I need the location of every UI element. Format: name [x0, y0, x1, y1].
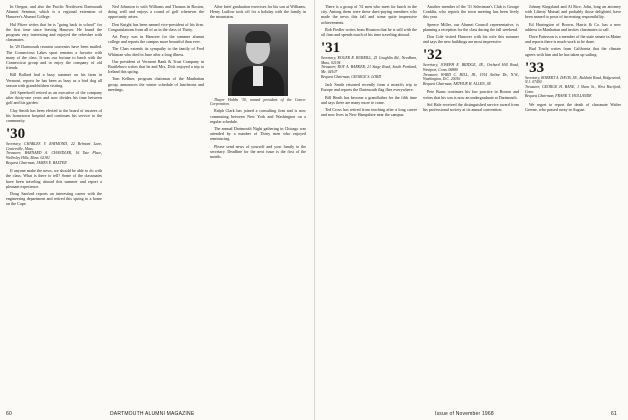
- portrait-photo: [228, 24, 288, 96]
- class-number: '31: [321, 40, 341, 57]
- page-number-left: 60: [6, 411, 12, 417]
- paragraph: We regret to report the death of classmate Walter Greene, who passed away in August.: [525, 101, 621, 112]
- paragraph: There is a group of '31 men who meet for lunch in the city. Among them were these dues-paying members who made the news this fall and some quite impressive achievements.: [321, 4, 417, 25]
- paragraph: Bill Bullard had a busy summer on his farm in Vermont, reports he has been as busy as a bird dog all season with grandchildren visiting.: [6, 72, 102, 88]
- paragraph: Art Perry was in Hanover for the summer alumni college and reports the campus more beautiful than ever.: [108, 34, 204, 45]
- paragraph: Clay Smith has been elected to the board of trustees of his hometown hospital and continues his service to the community.: [6, 107, 102, 124]
- paragraph: Bud Towle writes from California that the climate agrees with him and he has taken up sailing.: [525, 46, 621, 57]
- paragraph: Please send news of yourself and your family to the secretary. Deadline for the next issue is the first of the month.: [210, 143, 306, 160]
- paragraph: Jeff Speedwell retired as an executive of the company after thirty-one years and now divides his time between golf and his garden.: [6, 90, 102, 106]
- paragraph: In '29 Dartmouth reunion souvenirs have been mailed. The Connecticut Lakes sport remains a favorite with many of the class. It was our fortune to lunch with the Connecticut group and to enjoy the company of old friends.: [6, 44, 102, 71]
- bequest-chairman: Bequest Chairman, ARTHUR H. ALLEN, JR.: [423, 81, 492, 86]
- paragraph: Ed Harrington of Brown, Harris & Co. has a new address in Manhattan and invites classmates to call.: [525, 21, 621, 32]
- right-column-3: [525, 4, 621, 114]
- portrait-hair: [245, 31, 271, 43]
- paragraph: Our president of Vermont Bank & Trust Company in Brattleboro writes that he and Mrs. Dick enjoyed a trip to Ireland this spring.: [108, 58, 204, 75]
- paragraph: Dave Patterson is a member of the state senate in Maine and reports there is much work to be done.: [525, 34, 621, 45]
- paragraph: Ned Johnston is with Williams and Thomas in Boston, doing well and enjoys a round of golf whenever the opportunity arises.: [108, 4, 204, 20]
- paragraph: Hal Pfizer writes that he is "going back to school" for the first time since leaving Hanover. He found the program very interesting and enjoyed the refresher with classmates.: [6, 21, 102, 43]
- class-treasurer: Treasurer, BARNARD A. CHANDLER, 16 Tate Place, Wellesley Hills, Mass. 02181: [6, 151, 102, 161]
- paragraph: Sid Hale received the distinguished service award from his professional society at its annual convention.: [423, 101, 519, 112]
- paragraph: Pete Burns continues his law practice in Boston and writes that his son is now an undergraduate at Dartmouth.: [423, 89, 519, 100]
- paragraph: Johnny Kingsland and Al Rice, John, long an attorney with Liberty Mutual and probably those delighted, have been named to posts of increasing responsibility.: [525, 4, 621, 20]
- paragraph: Spence Miller, our Alumni Council representative, is planning a reception for the class during the fall weekend.: [423, 21, 519, 32]
- paragraph: If anyone make the news, we should be able to do with the class. What is there to tell? Some of the classmates have been traveling abroad this summer and report a pleasant experience.: [6, 168, 102, 189]
- class-number: '33: [525, 59, 545, 76]
- right-column-2: [423, 4, 519, 114]
- class-heading-1933: [525, 61, 621, 99]
- portrait-shirt: [253, 66, 263, 86]
- left-column-1: [6, 4, 102, 209]
- class-heading-1930: [6, 127, 102, 165]
- class-secretary: Secretary, ROGER R. BURRILL, 25 Coughlin Rd., Needham, Mass. 02194: [321, 56, 417, 65]
- right-page: [314, 0, 628, 420]
- paragraph: Don Knight has been named vice-president of his firm. Congratulations from all of us in the class of Thirty.: [108, 21, 204, 32]
- class-secretary: Secretary, ROBERT A. DAVIS, JR., Baldwin Road, Ridgewood, N.J. 07450: [525, 75, 621, 85]
- paragraph: Bob Fiedler writes from Houston that he is still with the oil firm and spends much of his time traveling abroad.: [321, 26, 417, 38]
- paragraph: The Class extends its sympathy to the family of Fred Whitman who died in June after a long illness.: [108, 46, 204, 57]
- paragraph: After brief graduation exercises for his son at Williams, Henry Ludlow took off for a holiday with the family in the mountains.: [210, 4, 306, 20]
- paragraph: The annual Dartmouth Night gathering in Chicago was attended by a number of Thirty men who enjoyed reminiscing.: [210, 126, 306, 142]
- left-column-2: [108, 4, 204, 94]
- left-column-3: [210, 4, 306, 161]
- paragraph: Ted Cross has retired from teaching after a long career and now lives in New Hampshire near the campus.: [321, 107, 417, 118]
- paragraph: Bill Heath has become a grandfather for the fifth time and says there are many more to come.: [321, 94, 417, 105]
- class-treasurer: Treasurer, WARD C. HILL, JR., 1914 Airline Dr., N.W., Washington, D.C. 20016: [423, 72, 519, 82]
- paragraph: Tom Kellner, program chairman of the Manhattan group, announces the winter schedule of luncheons and meetings.: [108, 76, 204, 92]
- paragraph: Don Cole visited Hanover with his wife this summer and says the new buildings are most impressive.: [423, 34, 519, 45]
- paragraph: Jack Smith returned recently from a month's trip to Europe and reports the Dartmouth flag flies everywhere.: [321, 82, 417, 93]
- class-number: '32: [423, 47, 443, 64]
- bequest-chairman: Bequest Chairman, GEORGE S. LORD: [321, 74, 382, 79]
- class-treasurer: Treasurer, GEORGE H. BANE, 1 Shaw St., West Hartford, Conn.: [525, 85, 621, 94]
- paragraph: Doug Sanford reports an interesting career with the engineering department and retired this spring to a home on the Cape.: [6, 191, 102, 207]
- class-number: '30: [6, 126, 26, 143]
- right-column-1: [321, 4, 417, 119]
- bequest-chairman: Bequest Chairman, FRANK T. HOLLANDE: [525, 94, 592, 99]
- class-secretary: Secretary, CHARLES V. RAYMOND, 22 Belmont Lane, Centerville, Mass.: [6, 142, 102, 151]
- class-secretary: Secretary, JOSEPH E. BRIDGE, JR., Orchard Hill Road, Westport, Conn. 06880: [423, 63, 519, 73]
- class-heading-1931: [321, 41, 417, 79]
- issue-footer: Issue of November 1968: [435, 411, 494, 417]
- magazine-footer-title: DARTMOUTH ALUMNI MAGAZINE: [110, 411, 195, 417]
- paragraph: In Oregon, and also the Pacific Northwest Dartmouth Alumni Seminar, which is a regional extension of Hanover's Alumni College.: [6, 4, 102, 20]
- class-heading-1932: [423, 48, 519, 86]
- class-treasurer: Treasurer, ROY A. BARKER, 21 Stage Road, South Portland, Me. 04107: [321, 65, 417, 74]
- portrait-caption: Thayer Hobbs '30, named president of the Conco-Corporation.: [210, 97, 306, 107]
- paragraph: Ralph Clark has joined a consulting firm and is now commuting between New York and Washington on a regular schedule.: [210, 108, 306, 124]
- paragraph: Another member of the '31 Selectman's Club is George Conklin, who reports the town meeting has been lively this year.: [423, 4, 519, 20]
- bequest-chairman: Bequest Chairman, JAMES E. BAXTER: [6, 160, 67, 165]
- page-number-right: 61: [611, 411, 617, 417]
